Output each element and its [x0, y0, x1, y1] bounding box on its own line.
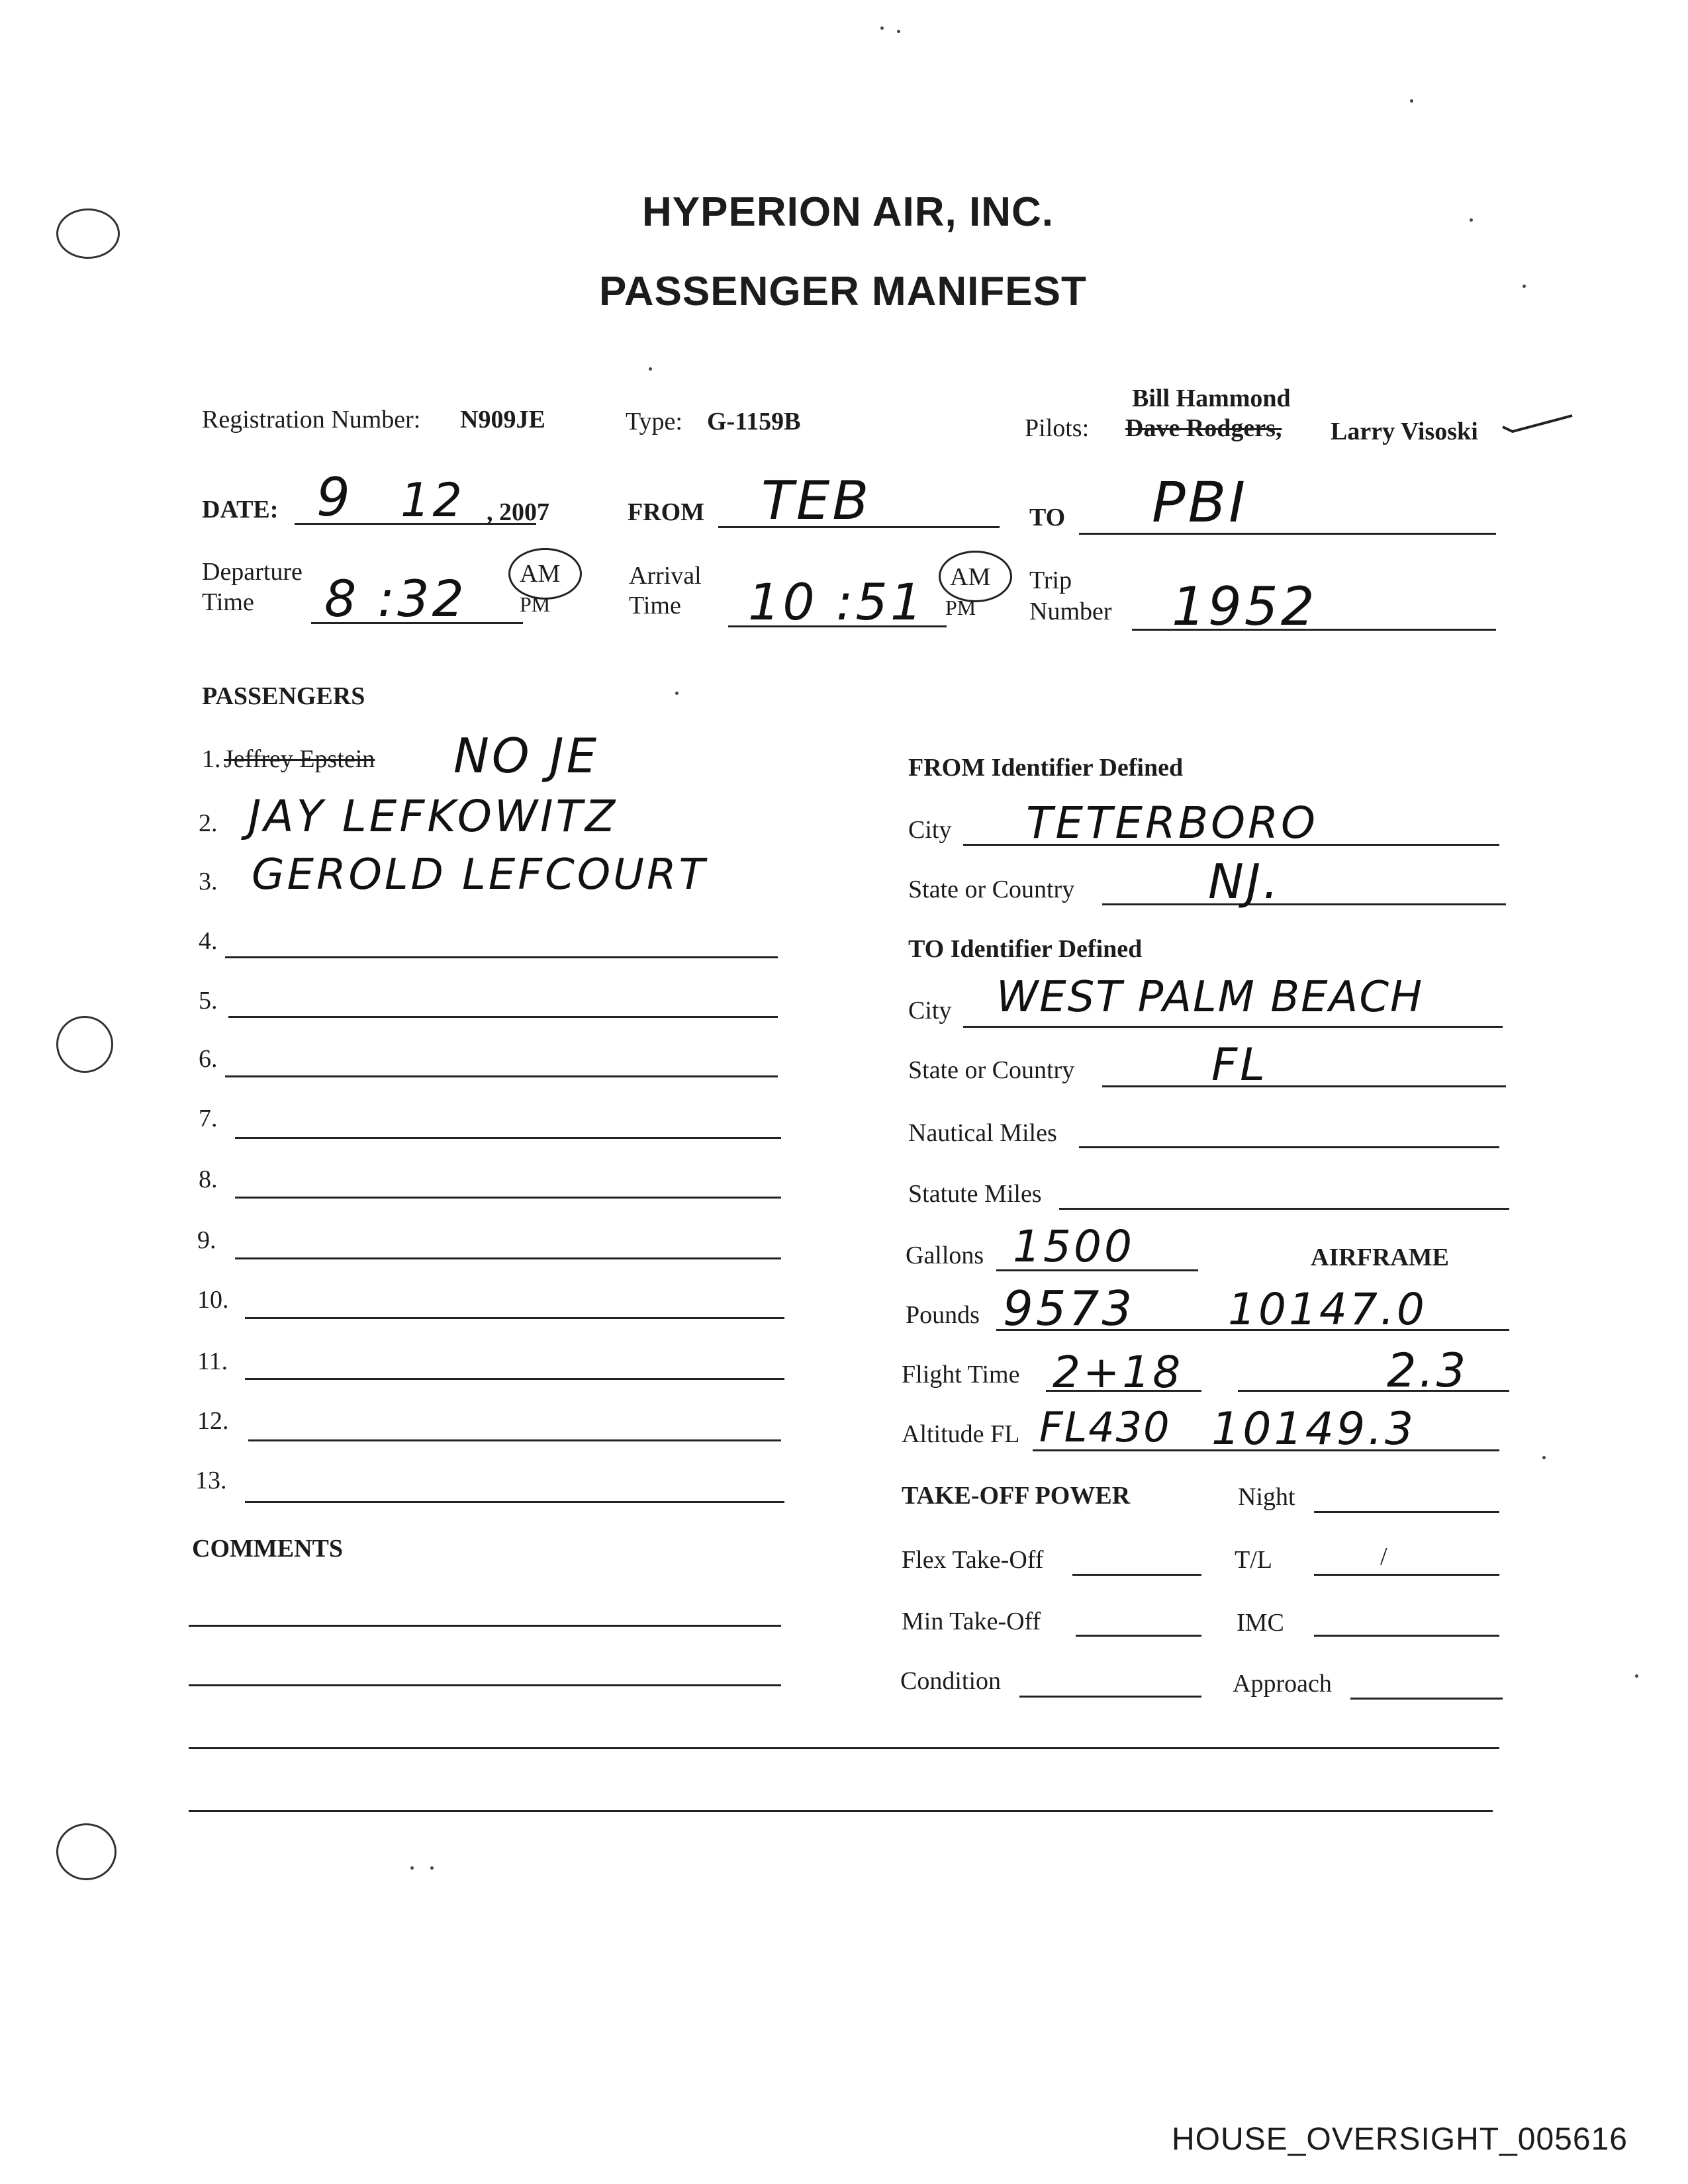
- pounds-airframe: 10147.0: [1228, 1284, 1427, 1335]
- tl-value: /: [1380, 1543, 1387, 1570]
- condition-label: Condition: [900, 1667, 1002, 1695]
- passenger-line: [245, 1501, 784, 1503]
- altitude-label: Altitude FL: [902, 1420, 1020, 1448]
- statute-miles-line: [1059, 1208, 1509, 1210]
- to-city-line: [963, 1026, 1503, 1028]
- takeoff-power-heading: TAKE-OFF POWER: [902, 1482, 1131, 1510]
- passenger-number: 1.: [202, 745, 221, 773]
- to-state-line: [1102, 1085, 1506, 1087]
- to-city-label: City: [908, 997, 952, 1024]
- passenger-line: [235, 1137, 781, 1139]
- passenger-number: 6.: [199, 1045, 218, 1073]
- tl-label: T/L: [1235, 1546, 1272, 1574]
- departure-pm: PM: [520, 592, 551, 616]
- from-city-value: TETERBORO: [1026, 797, 1318, 848]
- passenger-name: GEROLD LEFCOURT: [252, 850, 708, 899]
- passenger-line: [245, 1317, 784, 1319]
- document-title: PASSENGER MANIFEST: [599, 269, 1087, 314]
- pilot-added: Bill Hammond: [1132, 385, 1291, 412]
- passenger-line: [248, 1439, 781, 1441]
- to-line: [1079, 533, 1496, 535]
- scan-speck: [430, 1866, 434, 1870]
- passenger-number: 5.: [199, 987, 218, 1015]
- passenger-number: 8.: [199, 1165, 218, 1193]
- trip-label-1: Trip: [1029, 567, 1072, 594]
- nautical-miles-label: Nautical Miles: [908, 1119, 1057, 1147]
- scan-speck: [1523, 285, 1526, 288]
- to-label: TO: [1029, 504, 1066, 531]
- tl-line: [1314, 1574, 1499, 1576]
- scan-speck: [1470, 218, 1473, 222]
- statute-miles-label: Statute Miles: [908, 1180, 1042, 1208]
- night-label: Night: [1238, 1483, 1295, 1511]
- passenger-struck-name: Jeffrey Epstein: [224, 745, 375, 773]
- condition-line: [1019, 1696, 1201, 1698]
- arrival-pm: PM: [945, 596, 976, 619]
- checkmark-icon: [1499, 410, 1579, 437]
- flight-time-airframe: 2.3: [1387, 1343, 1469, 1398]
- date-year: , 2007: [487, 498, 549, 526]
- imc-label: IMC: [1237, 1609, 1284, 1637]
- passenger-number: 3.: [199, 868, 218, 895]
- altitude-airframe: 10149.3: [1211, 1403, 1417, 1455]
- scan-speck: [649, 367, 652, 371]
- passenger-line: [225, 956, 778, 958]
- scan-speck: [410, 1866, 414, 1870]
- passenger-number: 7.: [199, 1105, 218, 1132]
- registration-label: Registration Number:: [202, 406, 421, 433]
- date-month: 9: [316, 467, 353, 528]
- passenger-number: 11.: [197, 1347, 228, 1375]
- min-takeoff-label: Min Take-Off: [902, 1608, 1041, 1635]
- departure-label-1: Departure: [202, 558, 303, 586]
- passenger-line: [235, 1197, 781, 1199]
- bates-number: HOUSE_OVERSIGHT_005616: [1172, 2122, 1628, 2157]
- comments-line: [189, 1810, 1493, 1812]
- gallons-value: 1500: [1013, 1221, 1135, 1272]
- from-state-value: NJ.: [1208, 854, 1281, 909]
- passenger-name: JAY LEFKOWITZ: [248, 791, 618, 842]
- passenger-name: NO JE: [453, 728, 600, 784]
- type-value: G-1159B: [707, 408, 801, 435]
- departure-am: AM: [520, 560, 561, 588]
- passenger-number: 9.: [197, 1226, 216, 1254]
- registration-value: N909JE: [460, 406, 545, 433]
- arrival-label-2: Time: [629, 592, 681, 619]
- binder-hole-middle: [56, 1016, 113, 1073]
- min-takeoff-line: [1076, 1635, 1201, 1637]
- from-identifier-heading: FROM Identifier Defined: [908, 754, 1184, 782]
- passenger-number: 2.: [199, 809, 218, 837]
- from-value: TEB: [761, 470, 872, 531]
- pilot-struck: Dave Rodgers,: [1125, 414, 1282, 442]
- imc-line: [1314, 1635, 1499, 1637]
- binder-hole-top: [56, 208, 120, 259]
- arrival-value: 10 :51: [748, 572, 925, 631]
- to-city-value: WEST PALM BEACH: [996, 973, 1424, 1022]
- passenger-number: 10.: [197, 1286, 229, 1314]
- airframe-heading: AIRFRAME: [1311, 1244, 1449, 1271]
- company-name: HYPERION AIR, INC.: [642, 189, 1054, 235]
- passenger-number: 4.: [199, 927, 218, 955]
- passenger-number: 12.: [197, 1407, 229, 1435]
- passengers-heading: PASSENGERS: [202, 682, 365, 710]
- passenger-line: [235, 1257, 781, 1259]
- passenger-line: [245, 1378, 784, 1380]
- scan-speck: [1542, 1456, 1546, 1459]
- comments-heading: COMMENTS: [192, 1535, 343, 1563]
- to-identifier-heading: TO Identifier Defined: [908, 935, 1143, 963]
- from-state-line: [1102, 903, 1506, 905]
- altitude-value: FL430: [1039, 1403, 1171, 1451]
- flex-takeoff-label: Flex Take-Off: [902, 1546, 1044, 1574]
- scan-speck: [897, 30, 900, 33]
- pilots-label: Pilots:: [1025, 414, 1090, 442]
- scan-speck: [880, 26, 884, 30]
- passenger-line: [225, 1075, 778, 1077]
- type-label: Type:: [626, 408, 682, 435]
- from-state-label: State or Country: [908, 876, 1075, 903]
- to-value: PBI: [1152, 470, 1248, 535]
- to-state-label: State or Country: [908, 1056, 1075, 1084]
- from-label: FROM: [628, 498, 705, 526]
- approach-label: Approach: [1233, 1670, 1332, 1698]
- trip-number-value: 1952: [1172, 576, 1317, 637]
- flight-time-airframe-line: [1238, 1390, 1509, 1392]
- date-day: 12: [400, 473, 465, 527]
- from-city-label: City: [908, 816, 952, 844]
- comments-line: [189, 1625, 781, 1627]
- night-line: [1314, 1511, 1499, 1513]
- binder-hole-bottom: [56, 1823, 117, 1880]
- scan-speck: [675, 692, 679, 695]
- arrival-label-1: Arrival: [629, 562, 702, 590]
- arrival-am: AM: [950, 563, 991, 591]
- date-label: DATE:: [202, 496, 279, 523]
- to-state-value: FL: [1211, 1039, 1268, 1091]
- departure-value: 8 :32: [324, 569, 467, 628]
- nautical-miles-line: [1079, 1146, 1499, 1148]
- pounds-value: 9573: [1003, 1281, 1135, 1336]
- pounds-label: Pounds: [906, 1301, 980, 1329]
- trip-label-2: Number: [1029, 598, 1112, 625]
- arrival-am-circle: [939, 551, 1012, 602]
- departure-label-2: Time: [202, 588, 254, 616]
- comments-line: [189, 1684, 781, 1686]
- passenger-number: 13.: [195, 1467, 227, 1494]
- flight-time-label: Flight Time: [902, 1361, 1020, 1388]
- gallons-label: Gallons: [906, 1242, 984, 1269]
- passenger-line: [228, 1016, 778, 1018]
- flex-takeoff-line: [1072, 1574, 1201, 1576]
- approach-line: [1350, 1698, 1503, 1700]
- scan-speck: [1410, 99, 1413, 103]
- flight-time-value: 2+18: [1053, 1347, 1184, 1398]
- pilot-2: Larry Visoski: [1331, 418, 1478, 445]
- scan-speck: [1635, 1674, 1638, 1678]
- comments-line: [189, 1747, 1499, 1749]
